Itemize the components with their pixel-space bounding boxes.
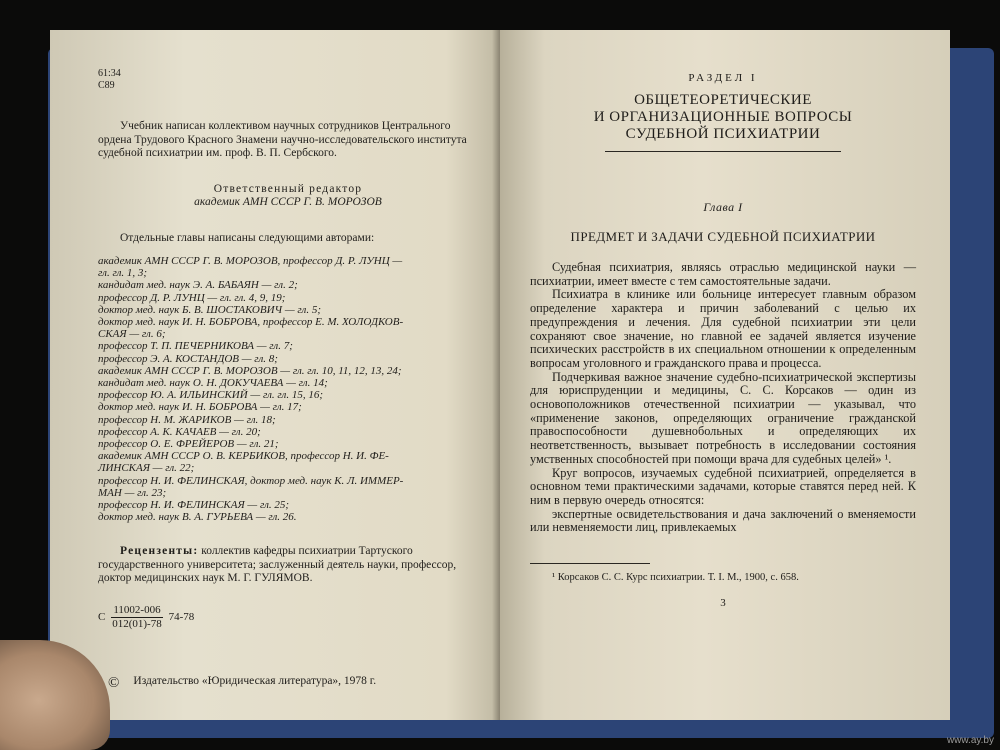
author-line: академик АМН СССР О. В. КЕРБИКОВ, профессор Н. И. ФЕ- (98, 450, 389, 463)
author-line: МАН — гл. 23; (98, 486, 167, 499)
author-line: доктор мед. наук И. Н. БОБРОВА — гл. 17; (98, 401, 302, 414)
catalog-codes (98, 68, 478, 92)
section-title-line: ОБЩЕТЕОРЕТИЧЕСКИЕ (634, 92, 812, 108)
author-line: профессор Ю. А. ИЛЬИНСКИЙ — гл. гл. 15, 16; (98, 389, 323, 402)
page-number: 3 (720, 597, 726, 610)
section-label: РАЗДЕЛ I (688, 72, 758, 84)
author-line: доктор мед. наук Б. В. ШОСТАКОВИЧ — гл. 5; (98, 303, 322, 316)
editor-name: академик АМН СССР Г. В. МОРОЗОВ (194, 196, 382, 208)
bib-numerator: 11002-006 (113, 603, 161, 616)
body-paragraph: Подчеркивая важное значение судебно-психиатрической экспертизы для юриспруденции и медицины, С. С. Корсаков — один из основоположников отечественной психиатрии — указывал, что «применение законов, определяющих ограничение гражданской правоспособности душевнобольных и определяющих их неответственность, вызывает потребность в исследовании состояния умственных способностей при помощи врача для судебных целей» ¹. (530, 369, 916, 466)
body-paragraph: экспертные освидетельствования и дача заключений о вменяемости или невменяемости лиц, привлекаемых (530, 506, 916, 535)
author-line: доктор мед. наук В. А. ГУРЬЕВА — гл. 26. (98, 511, 297, 524)
intro-text: Учебник написан коллективом научных сотрудников Центрального ордена Трудового Красного Знамени научно-исследовательского института судебной психиатрии им. проф. В. П. Сербского. (98, 120, 467, 159)
udc-code: 61:34 (98, 68, 121, 79)
author-line: доктор мед. наук И. Н. БОБРОВА, профессор Е. М. ХОЛОДКОВ- (98, 316, 404, 329)
section-divider (605, 151, 841, 152)
copyright-text: Издательство «Юридическая литература», 1978 г. (133, 674, 377, 687)
body-paragraph: Судебная психиатрия, являясь отраслью медицинской науки — психиатрии, имеет вместе с тем самостоятельные задачи. (530, 260, 916, 288)
author-line: ЛИНСКАЯ — гл. 22; (98, 462, 195, 475)
editor-label: Ответственный редактор (213, 182, 363, 195)
author-line: профессор Н. И. ФЕЛИНСКАЯ, доктор мед. наук К. Л. ИММЕР- (98, 474, 404, 487)
author-line: профессор Н. И. ФЕЛИНСКАЯ — гл. 25; (98, 499, 290, 512)
section-title-line: И ОРГАНИЗАЦИОННЫЕ ВОПРОСЫ (593, 109, 853, 125)
author-line: кандидат мед. наук Э. А. БАБАЯН — гл. 2; (98, 279, 298, 292)
authors-list (98, 255, 478, 523)
copyright-line (98, 675, 478, 692)
bib-suffix: 74-78 (168, 610, 195, 623)
editor-block (98, 183, 478, 210)
reviewers-label: Рецензенты: (120, 545, 199, 558)
chapter-body (530, 261, 916, 535)
body-paragraph: Круг вопросов, изучаемых судебной психиатрией, определяется в основном теми практическими задачами, которые ставятся перед ней. К ним в первую очередь относятся: (530, 465, 916, 507)
bibliographic-code (98, 604, 478, 631)
watermark: www.ay.by (946, 735, 994, 746)
catalog-code: С89 (98, 80, 115, 91)
author-line: профессор Д. Р. ЛУНЦ — гл. гл. 4, 9, 19; (98, 291, 286, 304)
footnote: ¹ Корсаков С. С. Курс психиатрии. Т. I. М., 1900, с. 658. (552, 572, 799, 584)
reviewers-block (98, 545, 478, 586)
author-line: профессор А. К. КАЧАЕВ — гл. 20; (98, 425, 261, 438)
bib-letter: С (98, 610, 106, 623)
body-paragraph: Психиатра в клинике или больнице интересует главным образом определение характера и причин заболеваний с целью их предупреждения и лечения. Для судебной психиатрии эти цели сохраняют свое значение, но главной ее задачей является изучение психических расстройств в их специальном отношении к определенным вопросам уголовного и гражданского права и процесса. (530, 287, 916, 370)
author-line: кандидат мед. наук О. Н. ДОКУЧАЕВА — гл. 14; (98, 377, 328, 390)
reviewers-text: коллектив кафедры психиатрии Тартуского государственного университета; заслуженный деятель науки, профессор, доктор медицинских наук М. Г. ГУЛЯМОВ. (98, 545, 457, 585)
author-line: профессор Н. М. ЖАРИКОВ — гл. 18; (98, 413, 276, 426)
copyright-icon: © (108, 674, 120, 691)
author-line: профессор Э. А. КОСТАНДОВ — гл. 8; (98, 352, 278, 365)
footnote-divider (530, 563, 650, 564)
bib-fraction (111, 604, 162, 631)
chapter-title: ПРЕДМЕТ И ЗАДАЧИ СУДЕБНОЙ ПСИХИАТРИИ (570, 229, 876, 244)
bib-denominator: 012(01)-78 (112, 617, 162, 630)
author-line: академик АМН СССР Г. В. МОРОЗОВ, профессор Д. Р. ЛУНЦ — (98, 255, 403, 267)
author-line: профессор О. Е. ФРЕЙЕРОВ — гл. 21; (98, 438, 279, 451)
author-line: академик АМН СССР Г. В. МОРОЗОВ — гл. гл. 10, 11, 12, 13, 24; (98, 364, 402, 377)
authors-intro: Отдельные главы написаны следующими авторами: (120, 231, 375, 244)
author-line: СКАЯ — гл. 6; (98, 328, 166, 341)
author-line: профессор Т. П. ПЕЧЕРНИКОВА — гл. 7; (98, 340, 293, 353)
left-page (50, 30, 500, 720)
section-title (530, 92, 916, 143)
chapter-label: Глава I (703, 200, 743, 214)
section-title-line: СУДЕБНОЙ ПСИХИАТРИИ (625, 126, 821, 142)
author-line: гл. гл. 1, 3; (98, 267, 148, 280)
right-page (500, 30, 950, 720)
